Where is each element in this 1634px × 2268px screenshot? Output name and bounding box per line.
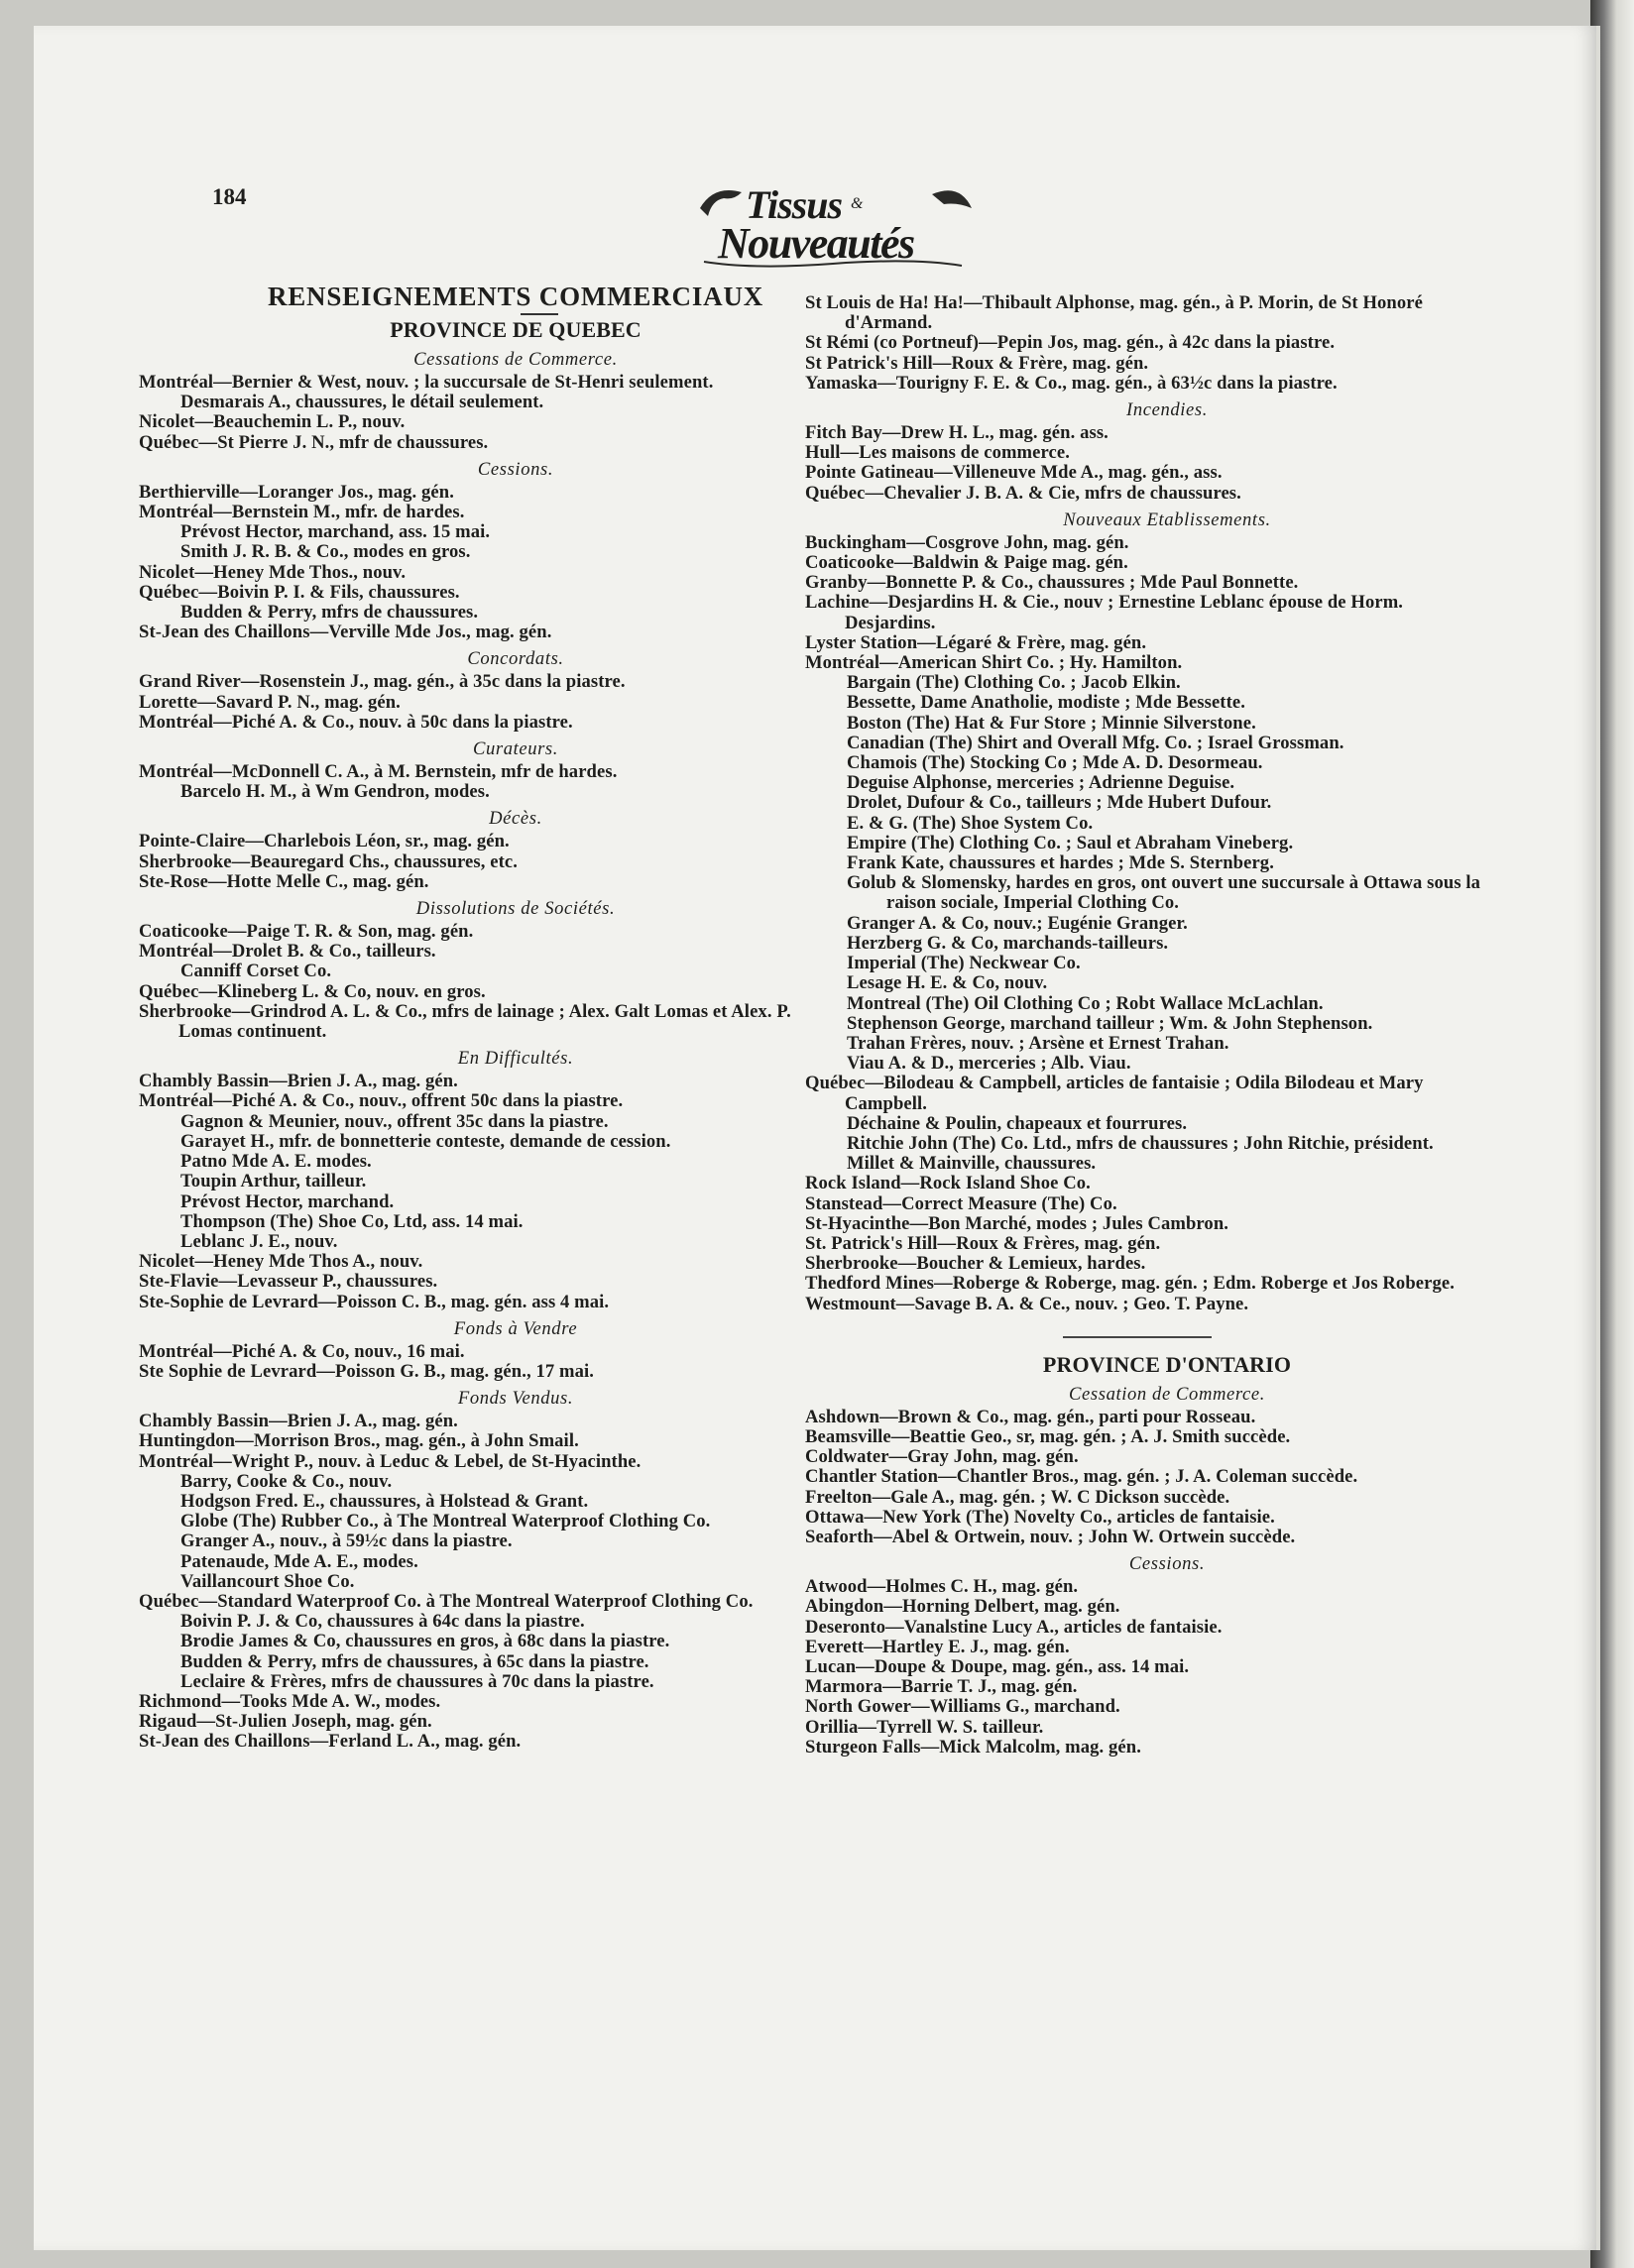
entry: St Louis de Ha! Ha!—Thibault Alphonse, mag. gén., à P. Morin, de St Honoré d'Armand. (805, 292, 1423, 334)
entry-sub: Patno Mde A. E. modes. (180, 1151, 372, 1173)
entry-sub: Granger A. & Co, nouv.; Eugénie Granger. (847, 912, 1188, 934)
entry: Québec—Standard Waterproof Co. à The Montreal Waterproof Clothing Co. (139, 1590, 754, 1612)
entry: St Patrick's Hill—Roux & Frère, mag. gén. (805, 352, 1149, 374)
entry: Rigaud—St-Julien Joseph, mag. gén. (139, 1711, 432, 1733)
entry: Buckingham—Cosgrove John, mag. gén. (805, 531, 1129, 553)
entry-sub: E. & G. (The) Shoe System Co. (847, 812, 1094, 834)
section-heading: Fonds à Vendre (453, 1317, 578, 1339)
province-heading: PROVINCE DE QUEBEC (390, 317, 642, 342)
entry: Deseronto—Vanalstine Lucy A., articles de fantaisie. (805, 1616, 1223, 1638)
entry: Granby—Bonnette P. & Co., chaussures ; Mde Paul Bonnette. (805, 572, 1299, 594)
entry-sub: Millet & Mainville, chaussures. (847, 1153, 1097, 1175)
entry-sub: Canadian (The) Shirt and Overall Mfg. Co. ; Israel Grossman. (847, 732, 1344, 753)
entry: St-Hyacinthe—Bon Marché, modes ; Jules Cambron. (805, 1212, 1229, 1234)
entry-sub: Boston (The) Hat & Fur Store ; Minnie Silverstone. (847, 712, 1256, 734)
entry-sub: Lesage H. E. & Co, nouv. (847, 972, 1048, 994)
svg-text:Nouveautés: Nouveautés (718, 219, 914, 268)
entry: Montréal—American Shirt Co. ; Hy. Hamilton. (805, 652, 1183, 674)
entry-sub: Golub & Slomensky, hardes en gros, ont ouvert une succursale à Ottawa sous la raison sociale, Imperial Clothing Co. (847, 872, 1481, 914)
section-heading: Cessions. (1128, 1553, 1206, 1575)
entry-sub: Canniff Corset Co. (180, 961, 332, 982)
entry: Everett—Hartley E. J., mag. gén. (805, 1636, 1070, 1657)
entry: Montréal—McDonnell C. A., à M. Bernstein, mfr de hardes. (139, 761, 618, 783)
section-heading: Cessions. (477, 458, 554, 480)
entry: Coaticooke—Paige T. R. & Son, mag. gén. (139, 921, 474, 943)
entry: Lucan—Doupe & Doupe, mag. gén., ass. 14 mai. (805, 1655, 1190, 1677)
entry: Huntingdon—Morrison Bros., mag. gén., à John Smail. (139, 1430, 579, 1452)
entry: Montréal—Piché A. & Co., nouv., offrent 50c dans la piastre. (139, 1090, 624, 1112)
entry: Grand River—Rosenstein J., mag. gén., à 35c dans la piastre. (139, 671, 626, 693)
entry-sub: Barcelo H. M., à Wm Gendron, modes. (180, 781, 490, 803)
entry: St Rémi (co Portneuf)—Pepin Jos, mag. gén., à 42c dans la piastre. (805, 332, 1336, 354)
entry: Québec—Boivin P. I. & Fils, chaussures. (139, 581, 460, 603)
entry: Ste Sophie de Levrard—Poisson G. B., mag. gén., 17 mai. (139, 1360, 594, 1382)
entry: Québec—St Pierre J. N., mfr de chaussures. (139, 431, 489, 453)
entry: Lorette—Savard P. N., mag. gén. (139, 691, 401, 713)
entry-sub: Desmarais A., chaussures, le détail seulement. (180, 392, 544, 413)
section-heading: Dissolutions de Sociétés. (415, 898, 616, 920)
entry: Fitch Bay—Drew H. L., mag. gén. ass. (805, 422, 1109, 444)
section-heading: Cessation de Commerce. (1069, 1383, 1265, 1405)
entry: Ste-Rose—Hotte Melle C., mag. gén. (139, 870, 429, 892)
entry: North Gower—Williams G., marchand. (805, 1696, 1120, 1718)
right-column (805, 293, 1489, 1758)
entry: Rock Island—Rock Island Shoe Co. (805, 1173, 1091, 1194)
entry-sub: Vaillancourt Shoe Co. (180, 1570, 355, 1592)
entry-sub: Barry, Cooke & Co., nouv. (180, 1470, 393, 1492)
entry-sub: Stephenson George, marchand tailleur ; Wm. & John Stephenson. (847, 1012, 1373, 1034)
entry: Thedford Mines—Roberge & Roberge, mag. gén. ; Edm. Roberge et Jos Roberge. (805, 1273, 1455, 1295)
entry: Nicolet—Beauchemin L. P., nouv. (139, 411, 406, 433)
entry: Montréal—Wright P., nouv. à Leduc & Lebel, de St-Hyacinthe. (139, 1450, 642, 1472)
entry: Québec—Chevalier J. B. A. & Cie, mfrs de chaussures. (805, 482, 1241, 504)
entry-sub: Smith J. R. B. & Co., modes en gros. (180, 541, 471, 563)
entry: Westmount—Savage B. A. & Ce., nouv. ; Geo. T. Payne. (805, 1293, 1249, 1314)
entry: Seaforth—Abel & Ortwein, nouv. ; John W. Ortwein succède. (805, 1526, 1296, 1547)
entry-sub: Brodie James & Co, chaussures en gros, à 68c dans la piastre. (180, 1631, 670, 1652)
entry: Abingdon—Horning Delbert, mag. gén. (805, 1596, 1120, 1618)
entry-sub: Hodgson Fred. E., chaussures, à Holstead & Grant. (180, 1490, 589, 1512)
entry-sub: Montreal (The) Oil Clothing Co ; Robt Wallace McLachlan. (847, 992, 1324, 1014)
entry: Ashdown—Brown & Co., mag. gén., parti pour Rosseau. (805, 1406, 1256, 1427)
svg-text:Tissus: Tissus (746, 182, 843, 227)
entry: Sherbrooke—Boucher & Lemieux, hardes. (805, 1253, 1146, 1275)
entry: St-Jean des Chaillons—Ferland L. A., mag. gén. (139, 1731, 522, 1753)
section-heading: Décès. (489, 808, 542, 830)
entry: Montréal—Drolet B. & Co., tailleurs. (139, 941, 436, 963)
section-heading: Fonds Vendus. (457, 1388, 574, 1410)
masthead-logo (694, 178, 976, 270)
entry: Stanstead—Correct Measure (The) Co. (805, 1192, 1117, 1214)
entry-sub: Frank Kate, chaussures et hardes ; Mde S. Sternberg. (847, 852, 1274, 874)
entry-sub: Trahan Frères, nouv. ; Arsène et Ernest Trahan. (847, 1032, 1229, 1054)
entry-sub: Bessette, Dame Anatholie, modiste ; Mde Bessette. (847, 692, 1245, 714)
section-divider (1063, 1336, 1212, 1338)
entry: Montréal—Bernstein M., mfr. de hardes. (139, 502, 465, 523)
entry-sub: Leclaire & Frères, mfrs de chaussures à 70c dans la piastre. (180, 1670, 654, 1692)
entry: Beamsville—Beattie Geo., sr, mag. gén. ; A. J. Smith succède. (805, 1425, 1291, 1447)
entry: Montréal—Piché A. & Co., nouv. à 50c dans la piastre. (139, 711, 573, 733)
left-column (139, 282, 833, 1753)
entry: Sherbrooke—Beauregard Chs., chaussures, etc. (139, 850, 518, 872)
entry-sub: Granger A., nouv., à 59½c dans la piastre. (180, 1531, 513, 1552)
entry: Lachine—Desjardins H. & Cie., nouv ; Ernestine Leblanc épouse de Horm. Desjardins. (805, 592, 1404, 633)
entry-sub: Patenaude, Mde A. E., modes. (180, 1550, 418, 1572)
entry: St. Patrick's Hill—Roux & Frères, mag. gén. (805, 1232, 1161, 1254)
entry-sub: Drolet, Dufour & Co., tailleurs ; Mde Hubert Dufour. (847, 792, 1272, 814)
entry: Coldwater—Gray John, mag. gén. (805, 1446, 1079, 1468)
entry-sub: Deguise Alphonse, merceries ; Adrienne Deguise. (847, 772, 1235, 794)
entry-sub: Globe (The) Rubber Co., à The Montreal Waterproof Clothing Co. (180, 1511, 711, 1532)
entry: Nicolet—Heney Mde Thos A., nouv. (139, 1251, 423, 1273)
entry-sub: Viau A. & D., merceries ; Alb. Viau. (847, 1053, 1131, 1075)
entry: Québec—Bilodeau & Campbell, articles de fantaisie ; Odila Bilodeau et Mary Campbell. (805, 1073, 1424, 1114)
entry-sub: Herzberg G. & Co, marchands-tailleurs. (847, 932, 1169, 954)
entry: Ste-Sophie de Levrard—Poisson C. B., mag. gén. ass 4 mai. (139, 1291, 610, 1312)
section-heading: Incendies. (1126, 399, 1208, 421)
section-heading: Cessations de Commerce. (413, 349, 618, 370)
entry: Marmora—Barrie T. J., mag. gén. (805, 1676, 1078, 1698)
entry-sub: Gagnon & Meunier, nouv., offrent 35c dans la piastre. (180, 1110, 609, 1132)
entry: Coaticooke—Baldwin & Paige mag. gén. (805, 552, 1128, 574)
entry-sub: Déchaine & Poulin, chapeaux et fourrures. (847, 1112, 1188, 1134)
entry: Orillia—Tyrrell W. S. tailleur. (805, 1716, 1044, 1738)
entry: Pointe-Claire—Charlebois Léon, sr., mag. gén. (139, 831, 510, 852)
page-number: 184 (212, 184, 247, 209)
entry: Richmond—Tooks Mde A. W., modes. (139, 1690, 441, 1712)
entry: Québec—Klineberg L. & Co, nouv. en gros. (139, 980, 486, 1002)
entry-sub: Bargain (The) Clothing Co. ; Jacob Elkin. (847, 672, 1181, 694)
entry: Lyster Station—Légaré & Frère, mag. gén. (805, 631, 1147, 653)
page-title: RENSEIGNEMENTS COMMERCIAUX (267, 282, 764, 311)
section-heading: Curateurs. (472, 738, 559, 760)
entry-sub: Prévost Hector, marchand, ass. 15 mai. (180, 521, 491, 543)
entry: Freelton—Gale A., mag. gén. ; W. C Dickson succède. (805, 1486, 1230, 1508)
entry: Ottawa—New York (The) Novelty Co., articles de fantaisie. (805, 1506, 1275, 1528)
entry-sub: Leblanc J. E., nouv. (180, 1230, 338, 1252)
entry: Chambly Bassin—Brien J. A., mag. gén. (139, 1411, 458, 1432)
entry-sub: Boivin P. J. & Co, chaussures à 64c dans la piastre. (180, 1611, 585, 1633)
entry: Montréal—Bernier & West, nouv. ; la succursale de St-Henri seulement. (139, 372, 714, 393)
entry: Ste-Flavie—Levasseur P., chaussures. (139, 1271, 438, 1293)
entry: St-Jean des Chaillons—Verville Mde Jos., mag. gén. (139, 622, 552, 643)
entry-sub: Imperial (The) Neckwear Co. (847, 953, 1081, 974)
province-heading: PROVINCE D'ONTARIO (1042, 1351, 1292, 1377)
entry-sub: Prévost Hector, marchand. (180, 1191, 395, 1212)
entry: Chantler Station—Chantler Bros., mag. gén. ; J. A. Coleman succède. (805, 1466, 1358, 1488)
entry: Nicolet—Heney Mde Thos., nouv. (139, 561, 407, 583)
section-heading: Concordats. (467, 648, 564, 670)
entry: Yamaska—Tourigny F. E. & Co., mag. gén., à 63½c dans la piastre. (805, 372, 1338, 394)
title-rule (521, 313, 558, 315)
entry-sub: Budden & Perry, mfrs de chaussures, à 65c dans la piastre. (180, 1650, 649, 1672)
entry: Sturgeon Falls—Mick Malcolm, mag. gén. (805, 1736, 1141, 1758)
entry: Pointe Gatineau—Villeneuve Mde A., mag. gén., ass. (805, 462, 1223, 484)
entry: Montréal—Piché A. & Co, nouv., 16 mai. (139, 1340, 465, 1362)
entry-sub: Budden & Perry, mfrs de chaussures. (180, 602, 479, 624)
entry: Sherbrooke—Grindrod A. L. & Co., mfrs de lainage ; Alex. Galt Lomas et Alex. P. Lomas continuent. (139, 1000, 791, 1043)
section-heading: Nouveaux Etablissements. (1063, 509, 1271, 530)
entry-sub: Empire (The) Clothing Co. ; Saul et Abraham Vineberg. (847, 832, 1294, 853)
entry: Hull—Les maisons de commerce. (805, 442, 1070, 464)
entry-sub: Toupin Arthur, tailleur. (180, 1171, 367, 1192)
entry: Chambly Bassin—Brien J. A., mag. gén. (139, 1071, 458, 1092)
entry: Atwood—Holmes C. H., mag. gén. (805, 1576, 1079, 1598)
svg-text:&: & (851, 195, 864, 212)
entry-sub: Thompson (The) Shoe Co, Ltd, ass. 14 mai. (180, 1210, 524, 1232)
entry: Berthierville—Loranger Jos., mag. gén. (139, 481, 454, 503)
section-heading: En Difficultés. (457, 1048, 574, 1070)
entry-sub: Garayet H., mfr. de bonnetterie conteste, demande de cession. (180, 1130, 671, 1152)
entry-sub: Ritchie John (The) Co. Ltd., mfrs de chaussures ; John Ritchie, président. (847, 1132, 1434, 1154)
entry-sub: Chamois (The) Stocking Co ; Mde A. D. Desormeau. (847, 752, 1263, 774)
